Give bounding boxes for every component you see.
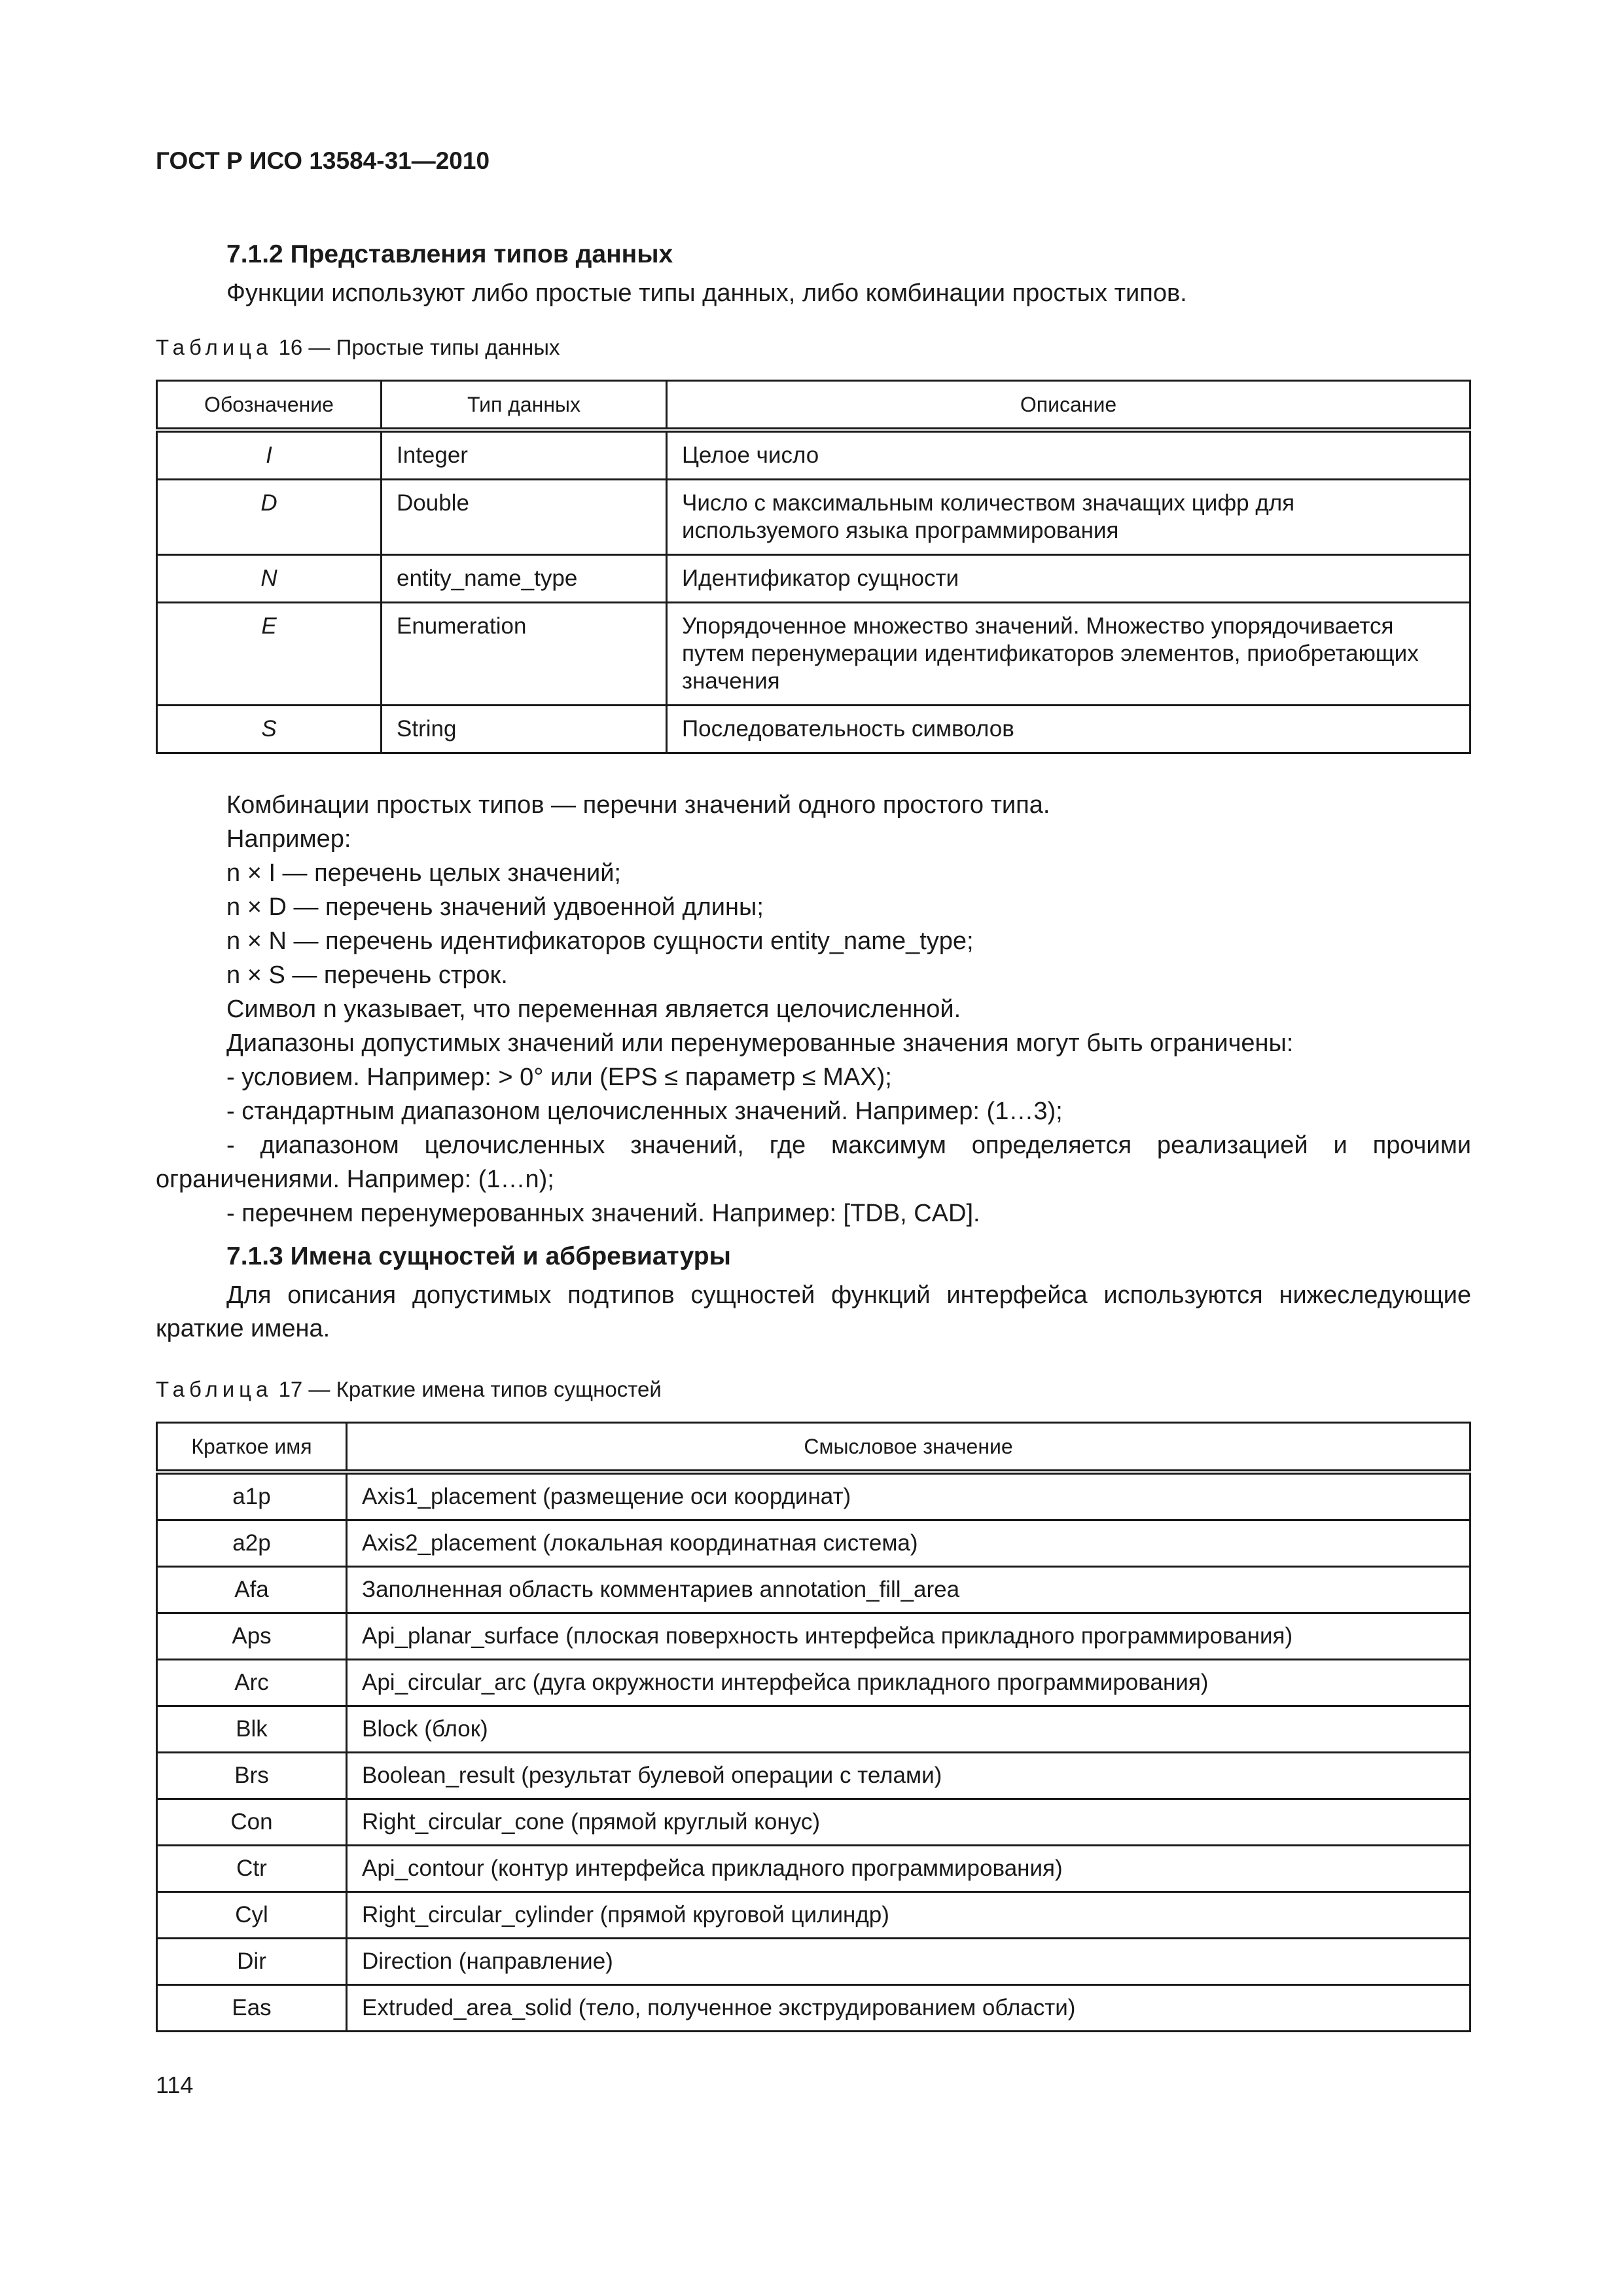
table17-short: Aps <box>157 1613 347 1660</box>
table17-short: Brs <box>157 1753 347 1799</box>
table17-row <box>157 1753 1471 1799</box>
table16-code: N <box>157 555 382 603</box>
table16-type: Integer <box>382 430 667 480</box>
table16-type: Double <box>382 480 667 555</box>
table17-short: Blk <box>157 1706 347 1753</box>
table17-row <box>157 1706 1471 1753</box>
table17-meaning: Direction (направление) <box>347 1939 1471 1985</box>
table17-meaning: Boolean_result (результат булевой операции с телами) <box>347 1753 1471 1799</box>
table16-type: Enumeration <box>382 603 667 706</box>
body-line: - перечнем перенумерованных значений. Например: [TDB, CAD]. <box>226 1200 980 1227</box>
table17-short: Arc <box>157 1660 347 1706</box>
table17-short: Con <box>157 1799 347 1846</box>
table16-header-cell: Обозначение <box>157 381 382 431</box>
body-text <box>156 788 1471 1230</box>
body-line: - стандартным диапазоном целочисленных значений. Например: (1…3); <box>226 1098 1063 1125</box>
table17-short: Cyl <box>157 1892 347 1939</box>
body-line: Символ n указывает, что переменная является целочисленной. <box>226 996 961 1023</box>
table17-row <box>157 1567 1471 1613</box>
table17-header-row <box>157 1423 1471 1473</box>
table16-header-cell: Тип данных <box>382 381 667 431</box>
table16-type: entity_name_type <box>382 555 667 603</box>
table17 <box>156 1422 1471 2032</box>
table17-caption-prefix: Таблица <box>156 1377 273 1401</box>
table17-short: Dir <box>157 1939 347 1985</box>
table16 <box>156 380 1471 754</box>
body-line: Например: <box>226 825 351 853</box>
table16-row <box>157 706 1471 753</box>
table16-caption <box>156 335 1471 360</box>
table17-header-cell: Смысловое значение <box>347 1423 1471 1473</box>
table17-row <box>157 1613 1471 1660</box>
table16-caption-text: 16 — Простые типы данных <box>278 335 560 359</box>
table17-meaning: Api_contour (контур интерфейса прикладного программирования) <box>347 1846 1471 1892</box>
table16-code: I <box>157 430 382 480</box>
table17-row <box>157 1520 1471 1567</box>
page-number: 114 <box>156 2072 194 2098</box>
body-line: n × N — перечень идентификаторов сущности entity_name_type; <box>226 927 974 955</box>
table17-row <box>157 1660 1471 1706</box>
table17-meaning: Right_circular_cone (прямой круглый конус) <box>347 1799 1471 1846</box>
table17-meaning: Axis2_placement (локальная координатная система) <box>347 1520 1471 1567</box>
body-line: Диапазоны допустимых значений или перенумерованные значения могут быть ограничены: <box>226 1030 1294 1057</box>
body-line: n × I — перечень целых значений; <box>226 859 621 887</box>
table17-row <box>157 1892 1471 1939</box>
table17-row <box>157 1939 1471 1985</box>
body-line: n × D — перечень значений удвоенной длины; <box>226 893 764 921</box>
section-713-intro: Для описания допустимых подтипов сущностей функций интерфейса используются нижеследующие краткие имена. <box>156 1282 1471 1342</box>
table16-header-row <box>157 381 1471 431</box>
table17-meaning: Right_circular_cylinder (прямой круговой цилиндр) <box>347 1892 1471 1939</box>
document-page <box>156 147 1471 2032</box>
table16-row <box>157 603 1471 706</box>
table17-meaning: Заполненная область комментариев annotation_fill_area <box>347 1567 1471 1613</box>
table17-short: a2p <box>157 1520 347 1567</box>
body-line: Комбинации простых типов — перечни значений одного простого типа. <box>226 791 1050 819</box>
table17-caption-text: 17 — Краткие имена типов сущностей <box>278 1377 662 1401</box>
section-712-title: 7.1.2 Представления типов данных <box>226 240 673 268</box>
table16-desc: Последовательность символов <box>667 706 1471 753</box>
table17-meaning: Axis1_placement (размещение оси координат) <box>347 1472 1471 1520</box>
table17-short: Afa <box>157 1567 347 1613</box>
table17-header-cell: Краткое имя <box>157 1423 347 1473</box>
table16-desc: Упорядоченное множество значений. Множество упорядочивается путем перенумерации идентификаторов элементов, приобретающих значения <box>667 603 1471 706</box>
table17-short: Eas <box>157 1985 347 2032</box>
table16-row <box>157 430 1471 480</box>
table17-row <box>157 1985 1471 2032</box>
section-712-intro: Функции используют либо простые типы данных, либо комбинации простых типов. <box>226 279 1187 307</box>
table16-code: D <box>157 480 382 555</box>
body-line: - диапазоном целочисленных значений, где максимум определяется реализацией и прочими ограничениями. Например: (1…n); <box>156 1132 1471 1193</box>
table17-short: Ctr <box>157 1846 347 1892</box>
table17-row <box>157 1799 1471 1846</box>
table16-desc: Целое число <box>667 430 1471 480</box>
body-line: - условием. Например: > 0° или (EPS ≤ параметр ≤ MAX); <box>226 1064 892 1091</box>
table17-meaning: Api_circular_arc (дуга окружности интерфейса прикладного программирования) <box>347 1660 1471 1706</box>
table16-desc: Идентификатор сущности <box>667 555 1471 603</box>
table16-caption-prefix: Таблица <box>156 335 273 359</box>
document-header: ГОСТ Р ИСО 13584-31—2010 <box>156 147 490 174</box>
body-line: n × S — перечень строк. <box>226 961 508 989</box>
table17-meaning: Block (блок) <box>347 1706 1471 1753</box>
table16-type: String <box>382 706 667 753</box>
table16-row <box>157 480 1471 555</box>
table17-meaning: Api_planar_surface (плоская поверхность интерфейса прикладного программирования) <box>347 1613 1471 1660</box>
table16-code: S <box>157 706 382 753</box>
table16-header-cell: Описание <box>667 381 1471 431</box>
table16-code: E <box>157 603 382 706</box>
table17-caption <box>156 1377 1471 1402</box>
section-713-title: 7.1.3 Имена сущностей и аббревиатуры <box>226 1242 731 1270</box>
table16-desc: Число с максимальным количеством значащих цифр для используемого языка программирования <box>667 480 1471 555</box>
table17-meaning: Extruded_area_solid (тело, полученное экструдированием области) <box>347 1985 1471 2032</box>
table17-short: a1p <box>157 1472 347 1520</box>
table16-row <box>157 555 1471 603</box>
table17-row <box>157 1846 1471 1892</box>
table17-row <box>157 1472 1471 1520</box>
